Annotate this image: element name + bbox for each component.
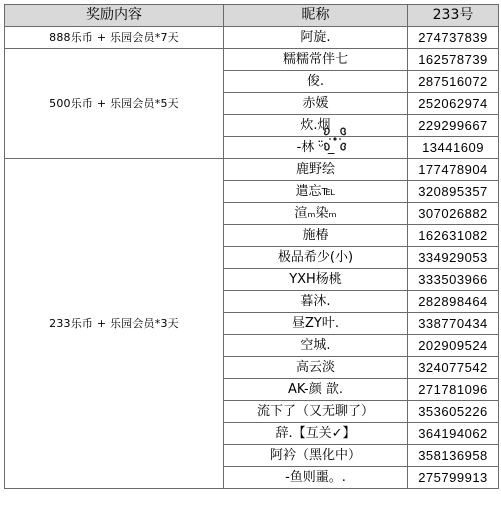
nickname-cell: -林 ᵕ̈ _ — [224, 137, 408, 159]
user-id-cell: 202909524 — [408, 335, 499, 357]
user-id-cell: 287516072 — [408, 71, 499, 93]
reward-cell: 233乐币 + 乐园会员*3天 — [5, 159, 224, 489]
user-id-cell: 13441609 — [408, 137, 499, 159]
nickname-cell: AK-颜 歆. — [224, 379, 408, 401]
user-id-cell: 274737839 — [408, 27, 499, 49]
reward-cell: 888乐币 + 乐园会员*7天 — [5, 27, 224, 49]
nickname-cell: 暮沐. — [224, 291, 408, 313]
swirl-sticker-icon — [320, 126, 350, 152]
nickname-cell: 遣忘℡ — [224, 181, 408, 203]
nickname-cell: 流下了（又无聊了） — [224, 401, 408, 423]
nickname-cell: 辞.【互关✓】 — [224, 423, 408, 445]
reward-cell: 500乐币 + 乐园会员*5天 — [5, 49, 224, 159]
reward-column-header: 奖励内容 — [5, 5, 224, 27]
nickname-column-header: 昵称 — [224, 5, 408, 27]
nickname-cell: -鱼则噩。. — [224, 467, 408, 489]
user-id-cell: 334929053 — [408, 247, 499, 269]
nickname-cell: 鹿野绘 — [224, 159, 408, 181]
nickname-cell: 空城. — [224, 335, 408, 357]
user-id-cell: 353605226 — [408, 401, 499, 423]
nickname-cell: 昼ZY叶. — [224, 313, 408, 335]
nickname-cell: 高云淡 — [224, 357, 408, 379]
nickname-cell: 渲ₘ染ₘ — [224, 203, 408, 225]
user-id-cell: 307026882 — [408, 203, 499, 225]
nickname-cell: 极品希少(小) — [224, 247, 408, 269]
nickname-cell: 施椿 — [224, 225, 408, 247]
table-header-row — [5, 5, 499, 27]
user-id-cell: 364194062 — [408, 423, 499, 445]
table-row — [5, 27, 499, 49]
nickname-cell: 阿旋. — [224, 27, 408, 49]
user-id-cell: 162631082 — [408, 225, 499, 247]
user-id-cell: 338770434 — [408, 313, 499, 335]
user-id-cell: 162578739 — [408, 49, 499, 71]
user-id-cell: 275799913 — [408, 467, 499, 489]
table-row — [5, 49, 499, 71]
reward-winners-table — [4, 4, 499, 489]
user-id-cell: 282898464 — [408, 291, 499, 313]
nickname-cell: 俊. — [224, 71, 408, 93]
user-id-cell: 177478904 — [408, 159, 499, 181]
nickname-cell: 阿衿（黑化中） — [224, 445, 408, 467]
user-id-cell: 229299667 — [408, 115, 499, 137]
user-id-cell: 320895357 — [408, 181, 499, 203]
user-id-cell: 252062974 — [408, 93, 499, 115]
nickname-cell: 赤媛 — [224, 93, 408, 115]
user-id-cell: 271781096 — [408, 379, 499, 401]
user-id-cell: 358136958 — [408, 445, 499, 467]
user-id-cell: 333503966 — [408, 269, 499, 291]
nickname-cell: YXH杨桃 — [224, 269, 408, 291]
user-id-cell: 324077542 — [408, 357, 499, 379]
nickname-cell: 糯糯常伴七 — [224, 49, 408, 71]
nickname-cell: 炊.烟 — [224, 115, 408, 137]
id-column-header: 233号 — [408, 5, 499, 27]
table-row — [5, 159, 499, 181]
